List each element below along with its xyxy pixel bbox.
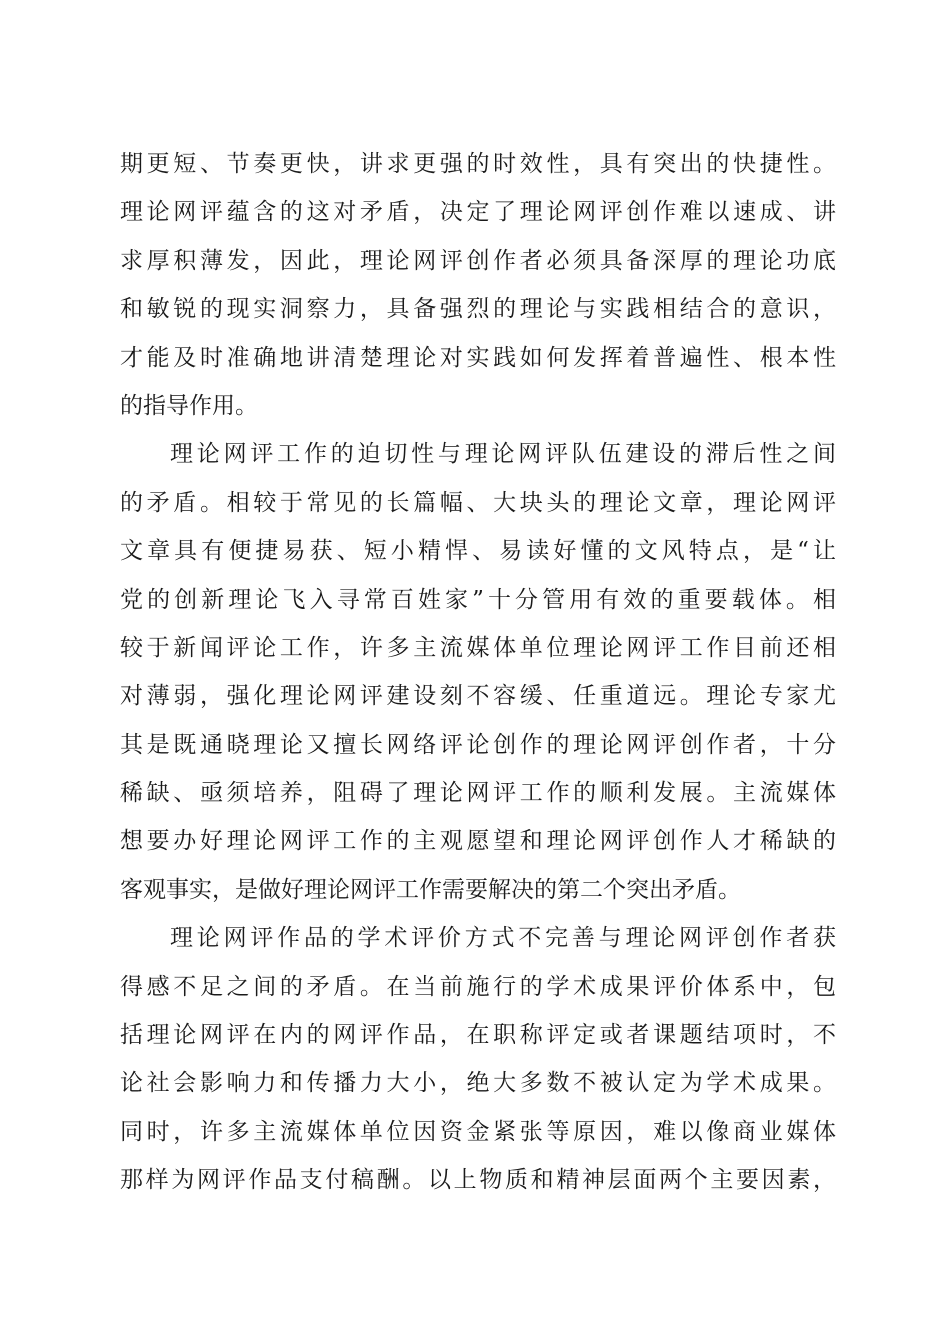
paragraph-1-line-6: 的指导作用。 [120, 392, 258, 419]
paragraph-2-line-9: 想要办好理论网评工作的主观愿望和理论网评创作人才稀缺的 [120, 828, 836, 855]
paragraph-2-line-10: 客观事实，是做好理论网评工作需要解决的第二个突出矛盾。 [120, 876, 741, 903]
paragraph-1-line-2: 理论网评蕴含的这对矛盾，决定了理论网评创作难以速成、讲 [120, 199, 836, 226]
paragraph-2-line-8: 稀缺、亟须培养，阻碍了理论网评工作的顺利发展。主流媒体 [120, 780, 836, 807]
paragraph-3-line-4: 论社会影响力和传播力大小，绝大多数不被认定为学术成果。 [120, 1070, 836, 1097]
paragraph-3-line-6: 那样为网评作品支付稿酬。以上物质和精神层面两个主要因素， [120, 1167, 836, 1194]
paragraph-3-line-5: 同时，许多主流媒体单位因资金紧张等原因，难以像商业媒体 [120, 1118, 836, 1145]
paragraph-2-line-7: 其是既通晓理论又擅长网络评论创作的理论网评创作者，十分 [120, 731, 836, 758]
paragraph-2-line-5: 较于新闻评论工作，许多主流媒体单位理论网评工作目前还相 [120, 634, 836, 661]
paragraph-2-line-4: 党的创新理论飞入寻常百姓家”十分管用有效的重要载体。相 [120, 586, 836, 613]
paragraph-1-line-1: 期更短、节奏更快，讲求更强的时效性，具有突出的快捷性。 [120, 151, 836, 177]
paragraph-3-line-3: 括理论网评在内的网评作品，在职称评定或者课题结项时，不 [120, 1022, 836, 1049]
paragraph-2-line-1: 理论网评工作的迫切性与理论网评队伍建设的滞后性之间 [170, 441, 836, 468]
paragraph-1-line-5: 才能及时准确地讲清楚理论对实践如何发挥着普遍性、根本性 [120, 344, 836, 371]
paragraph-1-line-3: 求厚积薄发，因此，理论网评创作者必须具备深厚的理论功底 [120, 247, 836, 274]
paragraph-2-line-3: 文章具有便捷易获、短小精悍、易读好懂的文风特点，是“让 [120, 538, 836, 565]
paragraph-1-line-4: 和敏锐的现实洞察力，具备强烈的理论与实践相结合的意识， [120, 296, 836, 323]
paragraph-2-line-6: 对薄弱，强化理论网评建设刻不容缓、任重道远。理论专家尤 [120, 683, 836, 710]
paragraph-2-line-2: 的矛盾。相较于常见的长篇幅、大块头的理论文章，理论网评 [120, 489, 836, 516]
paragraph-3-line-2: 得感不足之间的矛盾。在当前施行的学术成果评价体系中，包 [120, 973, 836, 1000]
document-body [120, 140, 836, 1205]
paragraph-3-line-1: 理论网评作品的学术评价方式不完善与理论网评创作者获 [170, 925, 836, 952]
